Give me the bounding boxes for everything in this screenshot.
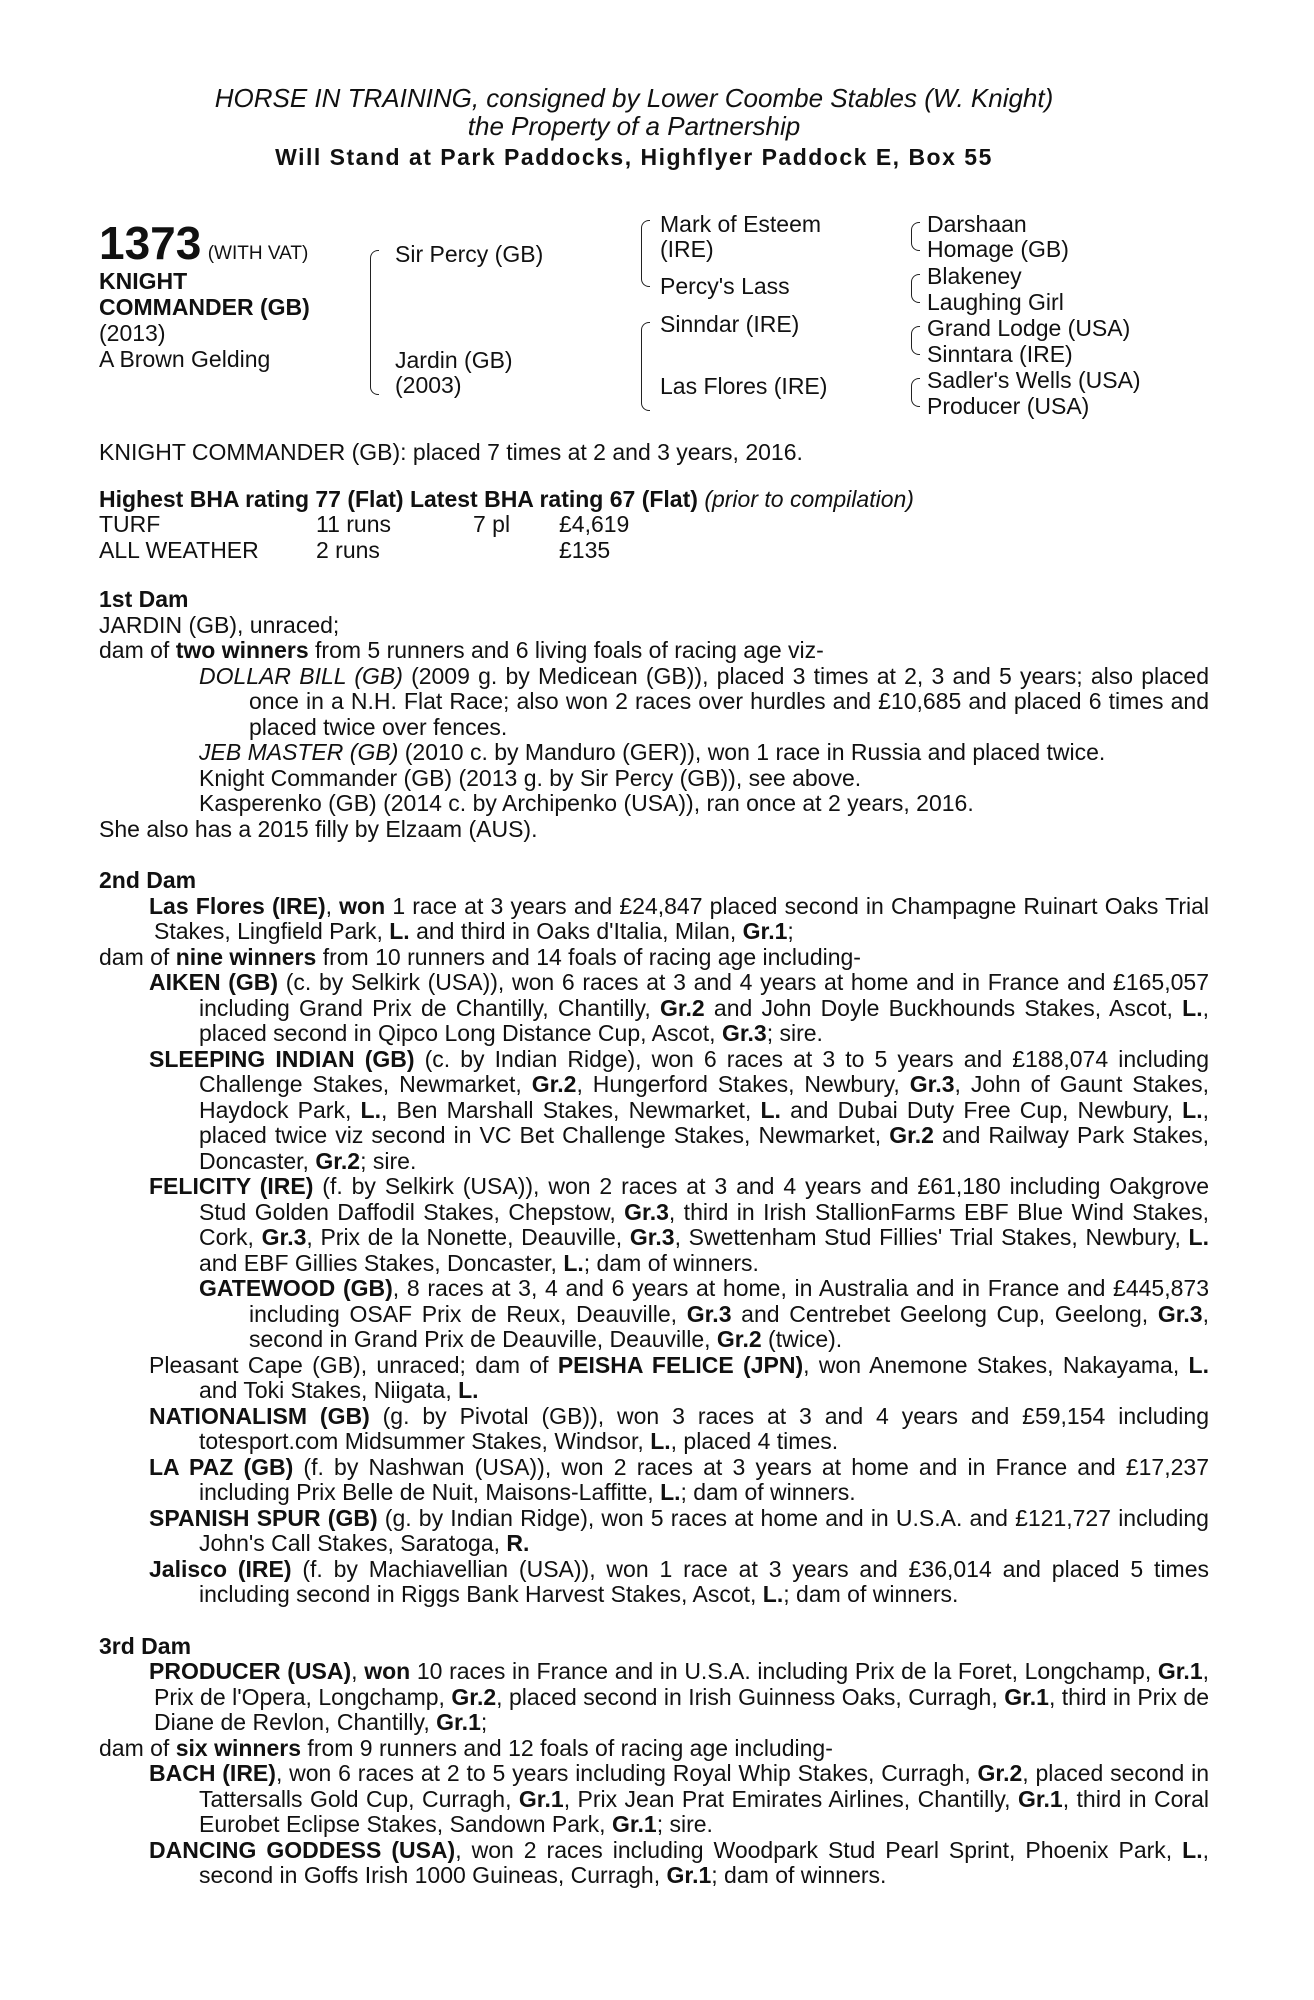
grade: Gr.2: [451, 1683, 497, 1710]
dam-sire-sire: Grand Lodge (USA): [927, 315, 1131, 341]
page-header: [59, 84, 1209, 172]
runs-cell: 11 runs: [316, 511, 392, 537]
produce-entry: [99, 1047, 1209, 1175]
text: , second in Grand Prix de Deauville, Deauville,: [249, 1300, 1209, 1352]
text: , placed second in Tattersalls Gold Cup, Curragh,: [199, 1760, 1209, 1812]
text: from 10 runners and 14 foals of racing age including-: [316, 943, 861, 970]
gs-brace: [911, 288, 920, 303]
text: (f. by Selkirk (USA)), won 2 races at 3 and 4 years and £61,180 including Oakgrove Stud Golden Daffodil Stakes, Chepstow,: [199, 1173, 1209, 1225]
grade: Gr.1: [1157, 1658, 1203, 1684]
pedigree-brace: [370, 322, 379, 395]
produce-entry: [99, 1761, 1209, 1838]
won-label: won: [339, 892, 386, 919]
grade: L.: [563, 1249, 584, 1276]
text: , placed second in Irish Guinness Oaks, Curragh,: [496, 1683, 1005, 1710]
surface-cell: TURF: [99, 511, 161, 537]
sire-dam-dam: Laughing Girl: [927, 289, 1064, 315]
winners-count: six winners: [175, 1734, 301, 1761]
grade: Gr.2: [977, 1760, 1023, 1786]
produce-name: SLEEPING INDIAN (GB): [149, 1045, 415, 1072]
grade: Gr.1: [518, 1785, 564, 1812]
text: , Hungerford Stakes, Newbury,: [576, 1071, 910, 1097]
grade: L.: [1182, 1096, 1203, 1123]
text: ;: [787, 918, 794, 944]
pedigree-block: [99, 212, 1209, 434]
produce-name: FELICITY (IRE): [149, 1173, 314, 1199]
winners-count: nine winners: [175, 943, 317, 970]
dam: Jardin (GB): [395, 347, 513, 373]
text: , third in Prix de Diane de Revlon, Chantilly,: [154, 1683, 1209, 1735]
text: ; sire.: [766, 1020, 823, 1046]
first-dam-produce-line: [99, 638, 1209, 664]
consignor-line: HORSE IN TRAINING, consigned by Lower Coombe Stables (W. Knight): [214, 83, 1054, 113]
grade: L.: [762, 1581, 784, 1607]
text: and third in Oaks d'Italia, Milan,: [409, 918, 743, 944]
gs-brace: [911, 378, 920, 393]
text: (f. by Nashwan (USA)), won 2 races at 3 years at home and in France and £17,237 including Prix Belle de Nuit, Maisons-Laffitte,: [199, 1453, 1209, 1505]
prize-cell: £4,619: [559, 511, 630, 537]
third-dam-record: PRODUCER (USA), won 10 races in France and in U.S.A. including Prix de la Foret, Longchamp, Gr.1, Prix de l'Opera, Longchamp, Gr.2, placed second in Irish Guinness Oaks, Curragh, Gr.1, third in Prix de Diane de Revlon, Chantilly, Gr.1;: [149, 1658, 1210, 1735]
grade: Gr.3: [629, 1224, 675, 1250]
grade: Gr.3: [624, 1198, 669, 1225]
gs-brace: [911, 274, 920, 289]
sire-brace: [641, 254, 650, 287]
gs-brace: [911, 222, 920, 237]
catalogue-page: [99, 84, 1209, 1889]
text: and Dubai Duty Free Cup, Newbury,: [780, 1096, 1183, 1123]
text: (g. by Indian Ridge), won 5 races at home and in U.S.A. and £121,727 including John's Call Stakes, Saratoga,: [199, 1504, 1209, 1556]
dam-brace: [641, 366, 650, 411]
grade: Gr.3: [909, 1071, 955, 1097]
grade: L.: [660, 1479, 681, 1505]
text: ; sire.: [656, 1811, 713, 1837]
text: dam of: [99, 637, 176, 663]
text: (2009 g. by Medicean (GB)), placed 3 times at 2, 3 and 5 years; also placed once in a N.H. Flat Race; also won 2 races over hurdles and £10,685 and placed 6 times and placed twice over fences.: [249, 662, 1210, 740]
gs-brace: [911, 326, 920, 341]
pedigree-brace: [370, 250, 379, 323]
won-label: won: [364, 1658, 411, 1684]
grade: Gr.3: [261, 1224, 307, 1250]
text: , placed 4 times.: [670, 1428, 839, 1454]
stand-location-line: Will Stand at Park Paddocks, Highflyer Paddock E, Box 55: [275, 144, 993, 170]
horse-name-line2: COMMANDER (GB): [99, 294, 310, 320]
grade: Gr.2: [659, 994, 705, 1021]
text: Pleasant Cape (GB), unraced; dam of: [149, 1351, 558, 1378]
grade: Gr.2: [531, 1071, 577, 1097]
text: (g. by Pivotal (GB)), won 3 races at 3 and 4 years and £59,154 including totesport.com Midsummer Stakes, Windsor,: [199, 1402, 1209, 1454]
prize-cell: £135: [559, 536, 611, 563]
grade: L.: [458, 1377, 479, 1403]
sire-sire-line1: Mark of Esteem: [660, 211, 822, 237]
grade: Gr.3: [721, 1020, 767, 1046]
second-dam-record: Las Flores (IRE), won 1 race at 3 years and £24,847 placed second in Champagne Ruinart Oaks Trial Stakes, Lingfield Park, L. and third in Oaks d'Italia, Milan, Gr.1;: [149, 892, 1209, 944]
vat-label: (WITH VAT): [207, 243, 309, 264]
text: ; dam of winners.: [711, 1862, 887, 1888]
sire-dam: Percy's Lass: [660, 273, 790, 299]
grade: Gr.1: [1017, 1785, 1063, 1812]
produce-entry: [99, 1455, 1209, 1506]
third-dam-produce-line: [99, 1736, 1209, 1762]
dam-dam-dam: Producer (USA): [927, 393, 1090, 419]
bha-ratings: Highest BHA rating 77 (Flat) Latest BHA rating 67 (Flat): [99, 485, 698, 512]
grade: Gr.1: [742, 918, 788, 944]
grade: Gr.2: [889, 1122, 934, 1148]
produce-name: Jalisco (IRE): [149, 1555, 292, 1582]
produce-name: PEISHA FELICE (JPN): [557, 1351, 804, 1378]
surface-cell: ALL WEATHER: [99, 536, 259, 563]
dam-sire-dam: Sinntara (IRE): [927, 341, 1073, 367]
text: from 5 runners and 6 living foals of racing age viz-: [308, 637, 824, 663]
second-dam-produce-line: [99, 945, 1209, 971]
text: (c. by Selkirk (USA)), won 6 races at 3 and 4 years at home and in France and £165,057 including Grand Prix de Chantilly, Chantilly,: [199, 969, 1209, 1021]
produce-name: NATIONALISM (GB): [149, 1402, 370, 1429]
text: ; sire.: [360, 1147, 417, 1174]
text: , won 6 races at 2 to 5 years including Royal Whip Stakes, Curragh,: [275, 1760, 978, 1786]
grade: L.: [760, 1096, 781, 1123]
grade: Gr.1: [611, 1811, 657, 1837]
text: (c. by Indian Ridge), won 6 races at 3 to 5 years and £188,074 including Challenge Stakes, Newmarket,: [199, 1045, 1210, 1097]
sire-sire-dam: Homage (GB): [927, 236, 1069, 262]
produce-entry: [99, 1838, 1209, 1889]
grade: L.: [1182, 1836, 1203, 1863]
produce-entry: [99, 1506, 1209, 1557]
produce-name: BACH (IRE): [149, 1760, 276, 1786]
produce-entry: [99, 1404, 1209, 1455]
text: and John Doyle Buckhounds Stakes, Ascot,: [704, 994, 1183, 1021]
race-summary: KNIGHT COMMANDER (GB): placed 7 times at 2 and 3 years, 2016.: [99, 439, 803, 465]
sire: Sir Percy (GB): [395, 241, 544, 267]
produce-entry: [99, 1174, 1209, 1276]
text: ; dam of winners.: [783, 1581, 959, 1607]
produce-name: LA PAZ (GB): [149, 1453, 294, 1480]
grade: L.: [650, 1428, 671, 1454]
produce-entry: [99, 1353, 1209, 1404]
text: dam of: [99, 943, 176, 970]
text: , won 2 races including Woodpark Stud Pearl Sprint, Phoenix Park,: [455, 1836, 1183, 1863]
text: , third in Coral Eurobet Eclipse Stakes, Sandown Park,: [199, 1785, 1209, 1837]
produce-entry: [99, 970, 1209, 1047]
text: , 8 races at 3, 4 and 6 years at home, in Australia and in France and £445,873 including OSAF Prix de Reux, Deauville,: [249, 1275, 1209, 1327]
text: and Centrebet Geelong Cup, Geelong,: [731, 1300, 1158, 1327]
text: (f. by Machiavellian (USA)), won 1 race at 3 years and £36,014 and placed 5 times including second in Riggs Bank Harvest Stakes, Ascot,: [199, 1555, 1210, 1607]
text: ;: [480, 1709, 488, 1735]
grade: L.: [360, 1096, 381, 1123]
grandproduce-entry: [99, 1276, 1209, 1353]
first-dam-heading: 1st Dam: [99, 586, 189, 612]
horse-name-line1: KNIGHT: [99, 268, 188, 294]
grade: L.: [1188, 1224, 1209, 1250]
gs-brace: [911, 236, 920, 251]
dam-name: PRODUCER (USA): [149, 1658, 352, 1684]
produce-name: SPANISH SPUR (GB): [149, 1504, 378, 1531]
lot-number: 1373: [99, 217, 202, 269]
runs-cell: 2 runs: [316, 536, 380, 563]
produce-name: JEB MASTER (GB): [199, 739, 399, 765]
horse-description: A Brown Gelding: [99, 346, 271, 372]
first-dam-also: She also has a 2015 filly by Elzaam (AUS).: [99, 815, 538, 842]
sire-brace: [641, 220, 650, 255]
dam-name: Las Flores (IRE): [149, 892, 326, 919]
produce-name: DOLLAR BILL (GB): [199, 662, 403, 689]
lot-number-row: [99, 217, 309, 269]
sire-sire-line2: (IRE): [660, 236, 714, 262]
produce-name: AIKEN (GB): [149, 969, 279, 995]
text: , Ben Marshall Stakes, Newmarket,: [380, 1096, 761, 1123]
rating-line: [99, 487, 1209, 513]
text: 10 races in France and in U.S.A. including Prix de la Foret, Longchamp,: [410, 1658, 1158, 1684]
text: and Railway Park Stakes, Doncaster,: [199, 1122, 1209, 1174]
grade: Gr.1: [436, 1709, 481, 1735]
grade: Gr.1: [666, 1862, 712, 1888]
text: and Toki Stakes, Niigata,: [199, 1377, 459, 1403]
text: , Prix de la Nonette, Deauville,: [306, 1224, 630, 1250]
text: from 9 runners and 12 foals of racing age including-: [301, 1734, 833, 1761]
text: , third in Irish StallionFarms EBF Blue Wind Stakes, Cork,: [199, 1198, 1209, 1250]
grade: R.: [506, 1530, 530, 1556]
text: (twice).: [761, 1326, 843, 1352]
grade: L.: [389, 918, 410, 944]
text: ; dam of winners.: [583, 1249, 759, 1276]
winners-count: two winners: [175, 637, 309, 663]
foaling-year: (2013): [99, 320, 166, 346]
grade: Gr.1: [1004, 1683, 1049, 1710]
dam-sire: Sinndar (IRE): [660, 311, 800, 337]
grade: L.: [1182, 994, 1203, 1021]
text: , placed twice viz second in VC Bet Challenge Stakes, Newmarket,: [199, 1096, 1210, 1148]
rating-section: [99, 487, 1209, 564]
text: , Prix Jean Prat Emirates Airlines, Chantilly,: [563, 1785, 1018, 1812]
text: dam of: [99, 1734, 176, 1761]
gs-brace: [911, 392, 920, 407]
property-line: the Property of a Partnership: [467, 111, 801, 141]
produce-entry: [99, 664, 1209, 741]
text: , John of Gaunt Stakes, Haydock Park,: [199, 1071, 1209, 1123]
text: ; dam of winners.: [680, 1479, 856, 1505]
produce-entry: [99, 1557, 1209, 1608]
produce-name: DANCING GODDESS (USA): [149, 1836, 456, 1863]
text: , won Anemone Stakes, Nakayama,: [803, 1351, 1189, 1378]
text: , Swettenham Stud Fillies' Trial Stakes, Newbury,: [674, 1224, 1189, 1250]
second-dam-heading: 2nd Dam: [99, 867, 197, 893]
table-row: [99, 538, 629, 564]
text: , placed second in Qipco Long Distance Cup, Ascot,: [199, 994, 1209, 1046]
second-dam-section: [99, 894, 1209, 1608]
third-dam-heading: 3rd Dam: [99, 1632, 192, 1659]
text: , second in Goffs Irish 1000 Guineas, Curragh,: [199, 1836, 1210, 1888]
produce-entry: Knight Commander (GB) (2013 g. by Sir Percy (GB)), see above.: [199, 764, 862, 791]
text: and EBF Gillies Stakes, Doncaster,: [199, 1249, 564, 1276]
grade: L.: [1188, 1351, 1209, 1378]
dam-year: (2003): [395, 372, 462, 398]
produce-entry: Kasperenko (GB) (2014 c. by Archipenko (USA)), ran once at 2 years, 2016.: [199, 790, 974, 816]
text: , Prix de l'Opera, Longchamp,: [154, 1658, 1210, 1710]
gs-brace: [911, 340, 920, 355]
text: (2010 c. by Manduro (GER)), won 1 race in Russia and placed twice.: [398, 739, 1106, 765]
rating-note: (prior to compilation): [704, 485, 914, 512]
placed-cell: [473, 538, 559, 564]
produce-entry: [99, 740, 1209, 766]
first-dam-section: [99, 613, 1209, 843]
dam-brace: [641, 322, 650, 367]
sire-dam-sire: Blakeney: [927, 263, 1022, 289]
table-row: [99, 512, 629, 538]
dam-dam: Las Flores (IRE): [660, 373, 828, 399]
grade: Gr.3: [686, 1300, 732, 1327]
grade: Gr.3: [1157, 1300, 1203, 1327]
dam-dam-sire: Sadler's Wells (USA): [927, 367, 1141, 393]
grade: Gr.2: [315, 1147, 361, 1174]
sire-sire-sire: Darshaan: [927, 211, 1027, 237]
race-record-table: [99, 512, 629, 563]
grade: Gr.2: [716, 1326, 762, 1352]
text: 1 race at 3 years and £24,847 placed second in Champagne Ruinart Oaks Trial Stakes, Lingfield Park,: [154, 892, 1209, 944]
produce-name: GATEWOOD (GB): [199, 1275, 393, 1301]
first-dam-name-line: JARDIN (GB), unraced;: [99, 611, 340, 638]
third-dam-section: [99, 1659, 1209, 1889]
placed-cell: 7 pl: [473, 511, 511, 537]
